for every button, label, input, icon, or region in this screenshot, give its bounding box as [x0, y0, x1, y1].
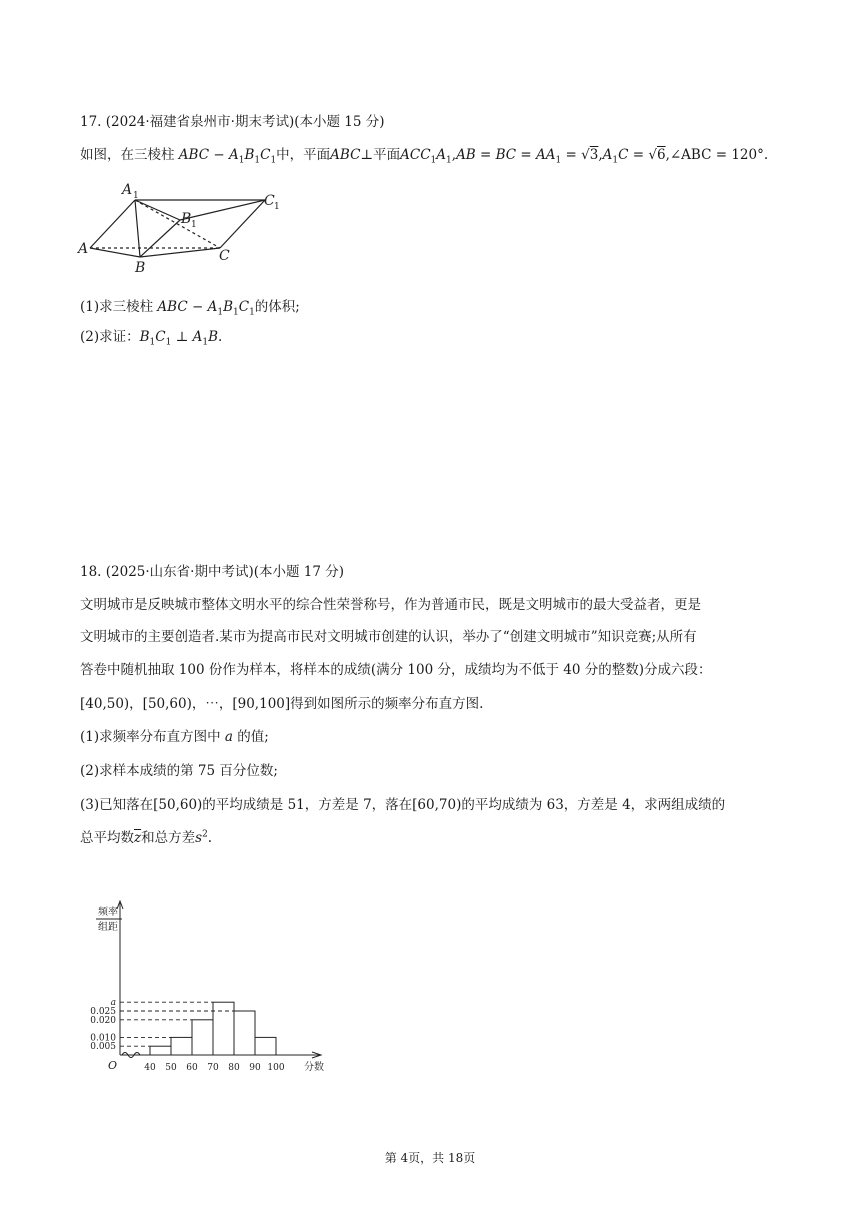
q18-s: s: [195, 830, 203, 846]
q17-sqrt3: 3: [589, 147, 599, 163]
x-tick-label: 50: [165, 1063, 177, 1073]
q18-zbar: $\overline{z}$: [134, 830, 142, 846]
q17-part1-prefix: (1)求三棱柱: [80, 299, 154, 315]
histogram-bar: [150, 1046, 171, 1055]
q18-part2: (2)求样本成绩的第 75 百分位数;: [80, 763, 278, 779]
q18-part1-suffix: 的值;: [237, 729, 269, 745]
q17-angle: ∠ABC = 120°.: [669, 147, 769, 163]
q18-part3-prefix: 总平均数: [80, 830, 134, 846]
label-C1: C: [264, 193, 275, 209]
q17-part2-prefix: (2)求证：: [80, 329, 140, 345]
q18-part1: [80, 727, 269, 747]
q18-part3-end: .: [207, 830, 213, 846]
prism-figure: [75, 178, 295, 278]
q18-s-sup: 2: [202, 829, 208, 840]
label-B1-sub: 1: [191, 220, 197, 230]
q17-sqrt6: 6: [656, 147, 666, 163]
x-axis-label: 分数: [304, 1062, 324, 1073]
q17-stem-mid2: ⊥平面: [360, 147, 401, 163]
q18-para3: 答卷中随机抽取 100 份作为样本，将样本的成绩(满分 100 分，成绩均为不低于 40 分的整数)分成六段：: [80, 662, 712, 678]
q17-header: 17. (2024·福建省泉州市·期末考试)(本小题 15 分): [80, 114, 385, 130]
label-A: A: [78, 241, 89, 257]
x-tick-label: 80: [228, 1063, 240, 1073]
y-tick-label: 0.020: [90, 1015, 116, 1026]
frequency-histogram: [70, 895, 340, 1085]
y-tick-label: 0.005: [90, 1042, 116, 1053]
histogram-bar: [255, 1037, 276, 1055]
x-tick-label: 60: [186, 1063, 198, 1073]
q17-stem: 如图，在三棱柱 ABC − $A_1B_1C_1$中，平面ABC⊥平面$ACC_1A_1,AB$ = BC = $AA_1 = √3,A_1C$ = √6,∠ABC = 120°.: [80, 147, 769, 166]
q17-part2: (2)求证：$B_1C_1$ ⊥ $A_1B$.: [80, 329, 223, 348]
q17-part1: (1)求三棱柱 ABC − $A_1B_1C_1$的体积;: [80, 299, 300, 318]
label-A1-sub: 1: [133, 191, 139, 201]
q18-para4: [40,50)，[50,60)，⋯，[90,100]得到如图所示的频率分布直方图.: [80, 696, 484, 712]
histogram-bar: [192, 1020, 213, 1055]
q17-part2-suffix: .: [218, 329, 223, 345]
histogram-bar: [171, 1037, 192, 1055]
label-B1: B: [181, 211, 192, 227]
y-tick-label: 0.010: [90, 1033, 116, 1044]
label-C: C: [219, 248, 230, 264]
q18-part1-prefix: (1)求频率分布直方图中: [80, 729, 221, 745]
histogram-bar: [213, 1002, 234, 1055]
y-tick-label: a: [110, 998, 116, 1009]
q17-a1c: A: [602, 147, 613, 163]
y-label-top: 频率: [98, 907, 118, 918]
y-tick-label: 0.025: [90, 1007, 116, 1017]
x-tick-label: 90: [249, 1063, 261, 1073]
q17-stem-mid1: 中，平面: [276, 147, 331, 163]
q18-part3-line1: (3)已知落在[50,60)的平均成绩是 51，方差是 7，落在[60,70)的平均成绩为 63，方差是 4，求两组成绩的: [80, 797, 726, 813]
y-label-bottom: 组距: [98, 922, 118, 933]
label-C1-sub: 1: [274, 202, 280, 212]
histogram-bar: [234, 1011, 255, 1055]
q17-cond: AB = BC = AA: [456, 147, 556, 163]
x-tick-label: 100: [267, 1063, 285, 1073]
q18-para2: 文明城市的主要创造者.某市为提高市民对文明城市创建的认识，举办了“创建文明城市”知识竞赛;从所有: [80, 629, 697, 645]
q18-part3-line2: [80, 828, 212, 848]
q18-para1: 文明城市是反映城市整体文明水平的综合性荣誉称号，作为普通市民，既是文明城市的最大受益者，更是: [80, 597, 701, 613]
q18-part3-mid: 和总方差: [141, 830, 196, 846]
q18-part1-var: a: [224, 729, 233, 745]
x-tick-label: 70: [207, 1063, 219, 1073]
label-B: B: [135, 260, 146, 276]
label-A1: A: [122, 182, 133, 198]
q17-part1-suffix: 的体积;: [254, 299, 300, 315]
page-footer: 第 4页，共 18页: [384, 1151, 476, 1165]
q18-header: 18. (2025·山东省·期中考试)(本小题 17 分): [80, 564, 345, 580]
q17-stem-prefix: 如图，在三棱柱: [80, 147, 175, 163]
x-tick-label: 40: [144, 1063, 156, 1073]
origin-label: O: [108, 1059, 118, 1072]
